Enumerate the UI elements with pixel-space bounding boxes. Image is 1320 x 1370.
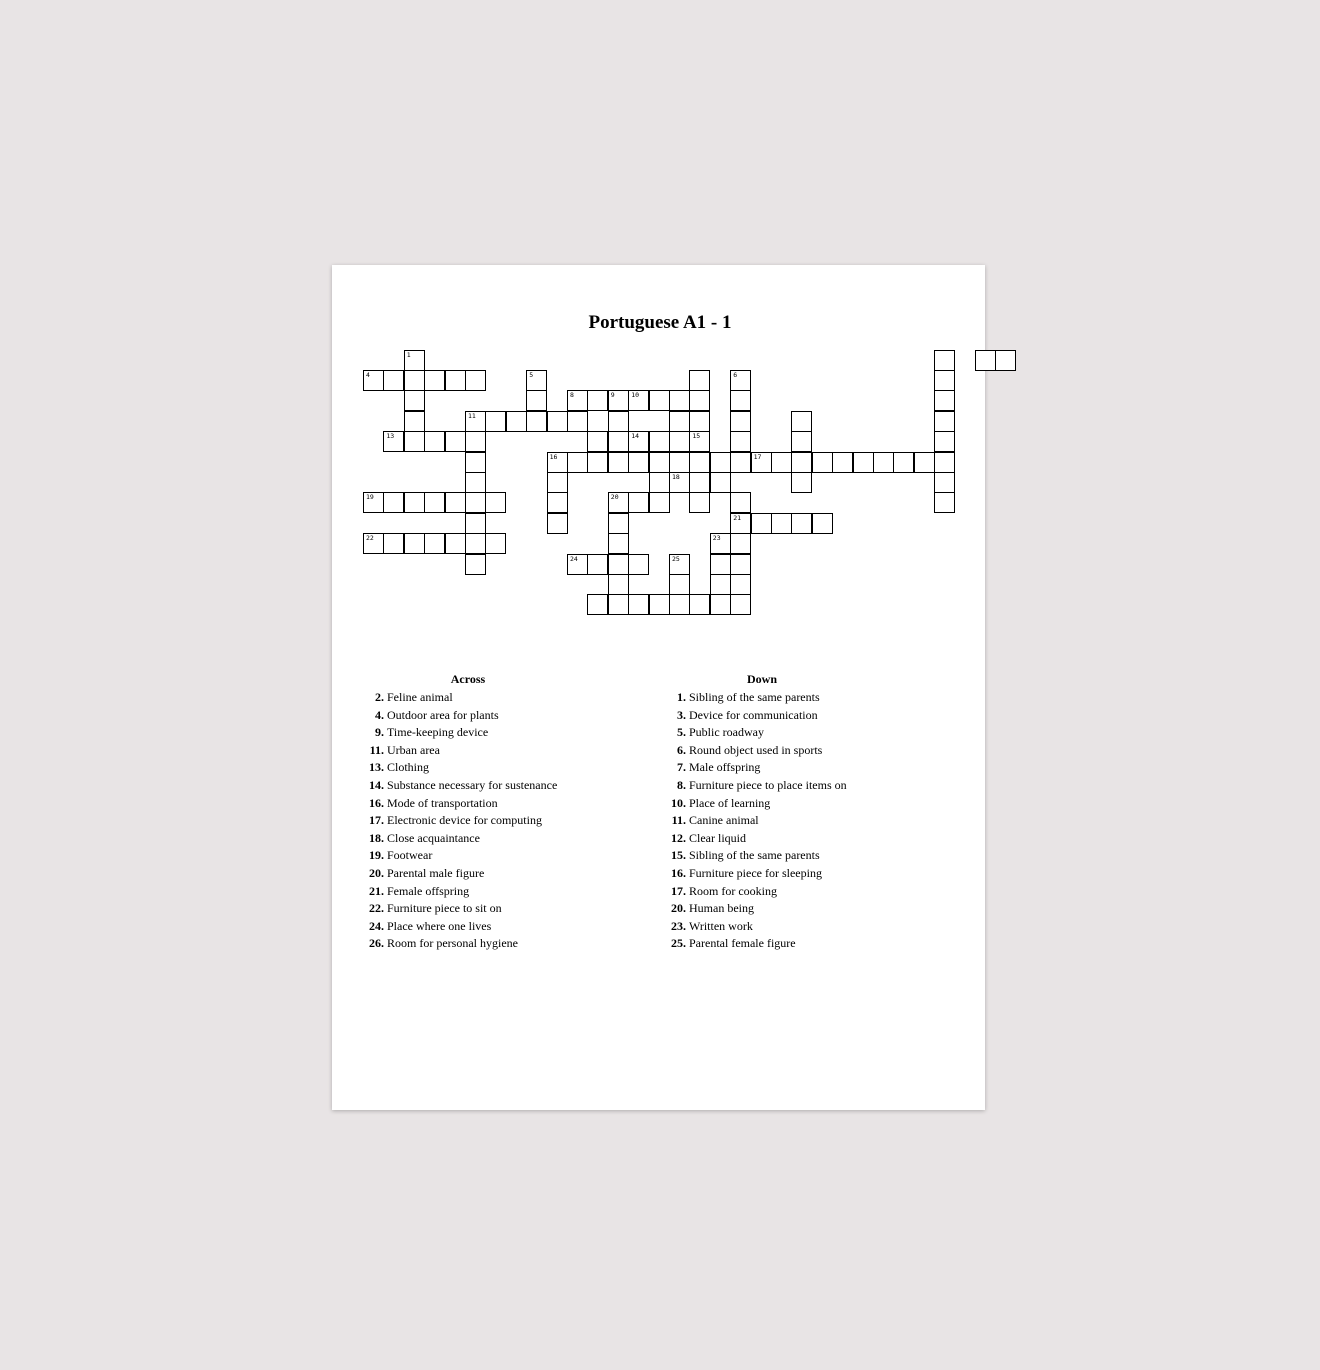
crossword-cell[interactable]: [547, 472, 568, 493]
crossword-cell[interactable]: [404, 350, 425, 371]
crossword-cell[interactable]: [404, 390, 425, 411]
crossword-cell[interactable]: [649, 472, 670, 493]
across-clues: [362, 672, 632, 953]
crossword-cell[interactable]: [608, 492, 629, 513]
across-clue: [362, 795, 632, 813]
crossword-cell[interactable]: [383, 431, 404, 452]
down-clue: [664, 742, 934, 760]
crossword-cell[interactable]: [465, 533, 486, 554]
crossword-cell[interactable]: [669, 554, 690, 575]
clue-number: 4.: [375, 707, 384, 722]
down-clue: [664, 795, 934, 813]
clue-text: Clothing: [387, 760, 430, 775]
crossword-cell[interactable]: [934, 411, 955, 432]
crossword-cell[interactable]: [649, 390, 670, 411]
crossword-cell[interactable]: [383, 370, 404, 391]
clue-number: 3.: [677, 707, 686, 722]
crossword-cell[interactable]: [424, 533, 445, 554]
crossword-cell[interactable]: [710, 533, 731, 554]
clue-text: Clear liquid: [689, 830, 746, 845]
clue-text: Place where one lives: [387, 918, 492, 933]
crossword-cell[interactable]: [628, 431, 649, 452]
crossword-cell[interactable]: [445, 533, 466, 554]
clue-number: 7.: [677, 760, 686, 775]
crossword-cell[interactable]: [934, 390, 955, 411]
clue-number: 13: [386, 432, 395, 441]
down-clue: [664, 865, 934, 883]
crossword-cell[interactable]: [791, 472, 812, 493]
crossword-cell[interactable]: [587, 431, 608, 452]
across-clue: [362, 689, 632, 707]
clue-text: Outdoor area for plants: [387, 707, 499, 722]
down-clue: [664, 759, 934, 777]
crossword-cell[interactable]: [689, 472, 710, 493]
crossword-cell[interactable]: [649, 594, 670, 615]
crossword-cell[interactable]: [424, 431, 445, 452]
crossword-cell[interactable]: [730, 554, 751, 575]
crossword-cell[interactable]: [465, 411, 486, 432]
crossword-cell[interactable]: [547, 452, 568, 473]
across-clue: [362, 777, 632, 795]
crossword-cell[interactable]: [975, 350, 996, 371]
clue-text: Sibling of the same parents: [689, 848, 820, 863]
down-clue: [664, 812, 934, 830]
crossword-cell[interactable]: [526, 390, 547, 411]
clue-text: Public roadway: [689, 725, 764, 740]
crossword-cell[interactable]: [934, 452, 955, 473]
clue-text: Female offspring: [387, 883, 470, 898]
crossword-cell[interactable]: [669, 452, 690, 473]
clue-text: Place of learning: [689, 795, 771, 810]
clue-text: Furniture piece to place items on: [689, 777, 847, 792]
across-clue: [362, 918, 632, 936]
clue-number: 21.: [369, 883, 384, 898]
clue-text: Furniture piece for sleeping: [689, 865, 822, 880]
crossword-cell[interactable]: [628, 492, 649, 513]
crossword-cell[interactable]: [363, 370, 384, 391]
clue-number: 10.: [671, 795, 686, 810]
crossword-cell[interactable]: [730, 411, 751, 432]
down-clue: [664, 689, 934, 707]
clue-text: Close acquaintance: [387, 830, 480, 845]
crossword-cell[interactable]: [608, 533, 629, 554]
crossword-cell[interactable]: [608, 411, 629, 432]
crossword-cell[interactable]: [445, 492, 466, 513]
across-clue: [362, 935, 632, 953]
crossword-cell[interactable]: [485, 411, 506, 432]
clue-number: 18: [672, 472, 680, 481]
crossword-cell[interactable]: [465, 554, 486, 575]
clue-number: 14: [631, 432, 640, 441]
crossword-cell[interactable]: [649, 431, 670, 452]
crossword-cell[interactable]: [547, 492, 568, 513]
down-clue: [664, 935, 934, 953]
crossword-cell[interactable]: [689, 452, 710, 473]
clue-number: 20: [610, 493, 619, 502]
crossword-cell[interactable]: [832, 452, 853, 473]
clue-number: 22: [366, 534, 374, 543]
crossword-cell[interactable]: [730, 513, 751, 534]
crossword-cell[interactable]: [812, 452, 833, 473]
across-clue: [362, 742, 632, 760]
clue-number: 4: [366, 370, 370, 379]
crossword-cell[interactable]: [404, 431, 425, 452]
crossword-cell[interactable]: [812, 513, 833, 534]
crossword-cell[interactable]: [873, 452, 894, 473]
crossword-cell[interactable]: [404, 492, 425, 513]
crossword-cell[interactable]: [710, 554, 731, 575]
across-clue: [362, 883, 632, 901]
crossword-cell[interactable]: [404, 411, 425, 432]
clue-number: 18.: [369, 830, 384, 845]
across-clue: [362, 724, 632, 742]
clue-number: 17: [753, 452, 762, 461]
crossword-cell[interactable]: [587, 554, 608, 575]
clue-number: 19.: [369, 848, 384, 863]
down-list: [664, 689, 934, 953]
across-clue: [362, 759, 632, 777]
clue-number: 8.: [677, 777, 686, 792]
crossword-cell[interactable]: [363, 533, 384, 554]
clue-text: Parental female figure: [689, 936, 796, 951]
crossword-cell[interactable]: [424, 370, 445, 391]
crossword-cell[interactable]: [710, 472, 731, 493]
crossword-cell[interactable]: [526, 411, 547, 432]
clue-number: 14.: [369, 777, 384, 792]
crossword-cell[interactable]: [383, 492, 404, 513]
clue-text: Feline animal: [387, 690, 453, 704]
crossword-cell[interactable]: [587, 594, 608, 615]
clue-text: Substance necessary for sustenance: [387, 777, 558, 792]
down-clues: [664, 672, 934, 953]
down-clue: [664, 777, 934, 795]
clue-number: 15: [692, 432, 701, 441]
clue-number: 6: [733, 370, 738, 379]
crossword-cell[interactable]: [710, 452, 731, 473]
crossword-cell[interactable]: [465, 513, 486, 534]
clue-text: Electronic device for computing: [387, 813, 542, 828]
crossword-cell[interactable]: [628, 390, 649, 411]
clue-number: 8: [570, 391, 574, 400]
crossword-cell[interactable]: [791, 452, 812, 473]
across-heading: Across: [450, 672, 486, 686]
crossword-cell[interactable]: [547, 513, 568, 534]
crossword-cell[interactable]: [445, 431, 466, 452]
crossword-cell[interactable]: [995, 350, 1016, 371]
crossword-cell[interactable]: [791, 431, 812, 452]
crossword-cell[interactable]: [485, 492, 506, 513]
crossword-cell[interactable]: [689, 492, 710, 513]
clue-text: Human being: [689, 901, 754, 916]
clue-number: 12.: [671, 830, 686, 845]
down-heading: Down: [746, 672, 777, 686]
clue-number: 20.: [369, 865, 384, 880]
down-clue: [664, 830, 934, 848]
crossword-cell[interactable]: [730, 452, 751, 473]
clue-text: Canine animal: [689, 813, 759, 828]
clue-number: 2.: [375, 690, 384, 704]
clue-number: 1.: [677, 690, 686, 704]
crossword-cell[interactable]: [730, 370, 751, 391]
crossword-cell[interactable]: [567, 554, 588, 575]
crossword-cell[interactable]: [689, 431, 710, 452]
crossword-cell[interactable]: [445, 370, 466, 391]
crossword-cell[interactable]: [567, 411, 588, 432]
crossword-cell[interactable]: [567, 390, 588, 411]
crossword-cell[interactable]: [628, 452, 649, 473]
crossword-cell[interactable]: [730, 574, 751, 595]
crossword-cell[interactable]: [608, 452, 629, 473]
crossword-cell[interactable]: [710, 574, 731, 595]
crossword-cell[interactable]: [526, 370, 547, 391]
crossword-cell[interactable]: [771, 452, 792, 473]
crossword-cell[interactable]: [506, 411, 527, 432]
crossword-cell[interactable]: [424, 492, 445, 513]
crossword-cell[interactable]: [608, 594, 629, 615]
crossword-cell[interactable]: [383, 533, 404, 554]
crossword-cell[interactable]: [934, 472, 955, 493]
crossword-cell[interactable]: [771, 513, 792, 534]
clue-number: 16.: [369, 795, 384, 810]
crossword-cell[interactable]: [669, 574, 690, 595]
clue-text: Time-keeping device: [387, 725, 489, 740]
clue-number: 16.: [671, 865, 686, 880]
down-clue: [664, 847, 934, 865]
crossword-cell[interactable]: [628, 594, 649, 615]
crossword-cell[interactable]: [608, 554, 629, 575]
crossword-cell[interactable]: [465, 370, 486, 391]
crossword-cell[interactable]: [608, 431, 629, 452]
crossword-cell[interactable]: [465, 452, 486, 473]
crossword-cell[interactable]: [934, 492, 955, 513]
clue-text: Room for cooking: [689, 883, 777, 898]
clue-number: 22.: [369, 901, 384, 916]
crossword-cell[interactable]: [465, 472, 486, 493]
clue-text: Room for personal hygiene: [387, 936, 518, 951]
clue-number: 11: [468, 411, 476, 420]
clue-number: 9.: [375, 725, 384, 740]
crossword-cell[interactable]: [689, 370, 710, 391]
across-clue: [362, 707, 632, 725]
clue-text: Male offspring: [689, 760, 761, 775]
clue-text: Urban area: [387, 742, 440, 757]
clue-text: Round object used in sports: [689, 742, 823, 757]
down-clue: [664, 883, 934, 901]
crossword-cell[interactable]: [608, 390, 629, 411]
clue-number: 9: [610, 391, 615, 400]
across-clue: [362, 900, 632, 918]
clue-number: 1: [406, 350, 411, 359]
crossword-cell[interactable]: [628, 554, 649, 575]
clue-text: Written work: [689, 918, 753, 933]
clue-text: Footwear: [387, 848, 433, 863]
clue-number: 23.: [671, 918, 686, 933]
crossword-cell[interactable]: [791, 411, 812, 432]
clue-number: 21: [733, 513, 742, 522]
crossword-cell[interactable]: [751, 452, 772, 473]
clue-text: Furniture piece to sit on: [387, 901, 502, 916]
crossword-cell[interactable]: [669, 390, 690, 411]
down-clue: [664, 918, 934, 936]
clue-number: 24.: [369, 918, 384, 933]
crossword-cell[interactable]: [567, 452, 588, 473]
crossword-cell[interactable]: [689, 594, 710, 615]
clue-text: Mode of transportation: [387, 795, 498, 810]
across-list: [362, 689, 632, 953]
crossword-cell[interactable]: [934, 350, 955, 371]
crossword-cell[interactable]: [689, 411, 710, 432]
clue-number: 10: [631, 391, 640, 400]
crossword-cell[interactable]: [404, 370, 425, 391]
crossword-cell[interactable]: [404, 533, 425, 554]
crossword-cell[interactable]: [791, 513, 812, 534]
crossword-cell[interactable]: [730, 594, 751, 615]
across-clue: [362, 812, 632, 830]
down-clue: [664, 900, 934, 918]
crossword-cell[interactable]: [669, 431, 690, 452]
clue-text: Sibling of the same parents: [689, 690, 820, 704]
clue-number: 19: [366, 493, 374, 502]
crossword-cell[interactable]: [934, 431, 955, 452]
crossword-cell[interactable]: [608, 574, 629, 595]
crossword-cell[interactable]: [465, 492, 486, 513]
crossword-cell[interactable]: [669, 594, 690, 615]
crossword-cell[interactable]: [547, 411, 568, 432]
clue-number: 17.: [671, 883, 686, 898]
clue-text: Device for communication: [689, 707, 818, 722]
page-title: Portuguese A1 - 1: [588, 312, 732, 333]
across-clue: [362, 865, 632, 883]
crossword-cell[interactable]: [730, 390, 751, 411]
clue-number: 5: [529, 370, 534, 379]
crossword-cell[interactable]: [689, 390, 710, 411]
crossword-cell[interactable]: [914, 452, 935, 473]
crossword-cell[interactable]: [730, 492, 751, 513]
clue-number: 26.: [369, 936, 384, 951]
across-clue: [362, 830, 632, 848]
crossword-cell[interactable]: [853, 452, 874, 473]
down-clue: [664, 724, 934, 742]
down-clue: [664, 707, 934, 725]
clue-number: 17.: [369, 813, 384, 828]
clue-number: 23: [712, 534, 721, 543]
crossword-cell[interactable]: [587, 452, 608, 473]
crossword-cell[interactable]: [608, 513, 629, 534]
crossword-cell[interactable]: [465, 431, 486, 452]
crossword-cell[interactable]: [587, 390, 608, 411]
clue-number: 16: [549, 452, 558, 461]
crossword-cell[interactable]: [669, 411, 690, 432]
across-clue: [362, 847, 632, 865]
crossword-cell[interactable]: [934, 370, 955, 391]
crossword-cell[interactable]: [649, 492, 670, 513]
crossword-cell[interactable]: [669, 472, 690, 493]
clue-number: 5.: [677, 725, 686, 740]
crossword-cell[interactable]: [730, 533, 751, 554]
clue-number: 20.: [671, 901, 686, 916]
crossword-cell[interactable]: [363, 492, 384, 513]
clue-text: Parental male figure: [387, 865, 485, 880]
crossword-cell[interactable]: [649, 452, 670, 473]
crossword-cell[interactable]: [485, 533, 506, 554]
crossword-cell[interactable]: [893, 452, 914, 473]
crossword-cell[interactable]: [710, 594, 731, 615]
clue-number: 25.: [671, 936, 686, 951]
clue-number: 15.: [671, 848, 686, 863]
clue-number: 11.: [671, 813, 686, 828]
clue-number: 24: [570, 554, 578, 563]
clue-number: 11.: [369, 742, 384, 757]
clue-number: 25: [672, 554, 680, 563]
crossword-cell[interactable]: [730, 431, 751, 452]
clue-number: 13.: [369, 760, 384, 775]
clue-number: 6.: [677, 742, 686, 757]
crossword-cell[interactable]: [751, 513, 772, 534]
